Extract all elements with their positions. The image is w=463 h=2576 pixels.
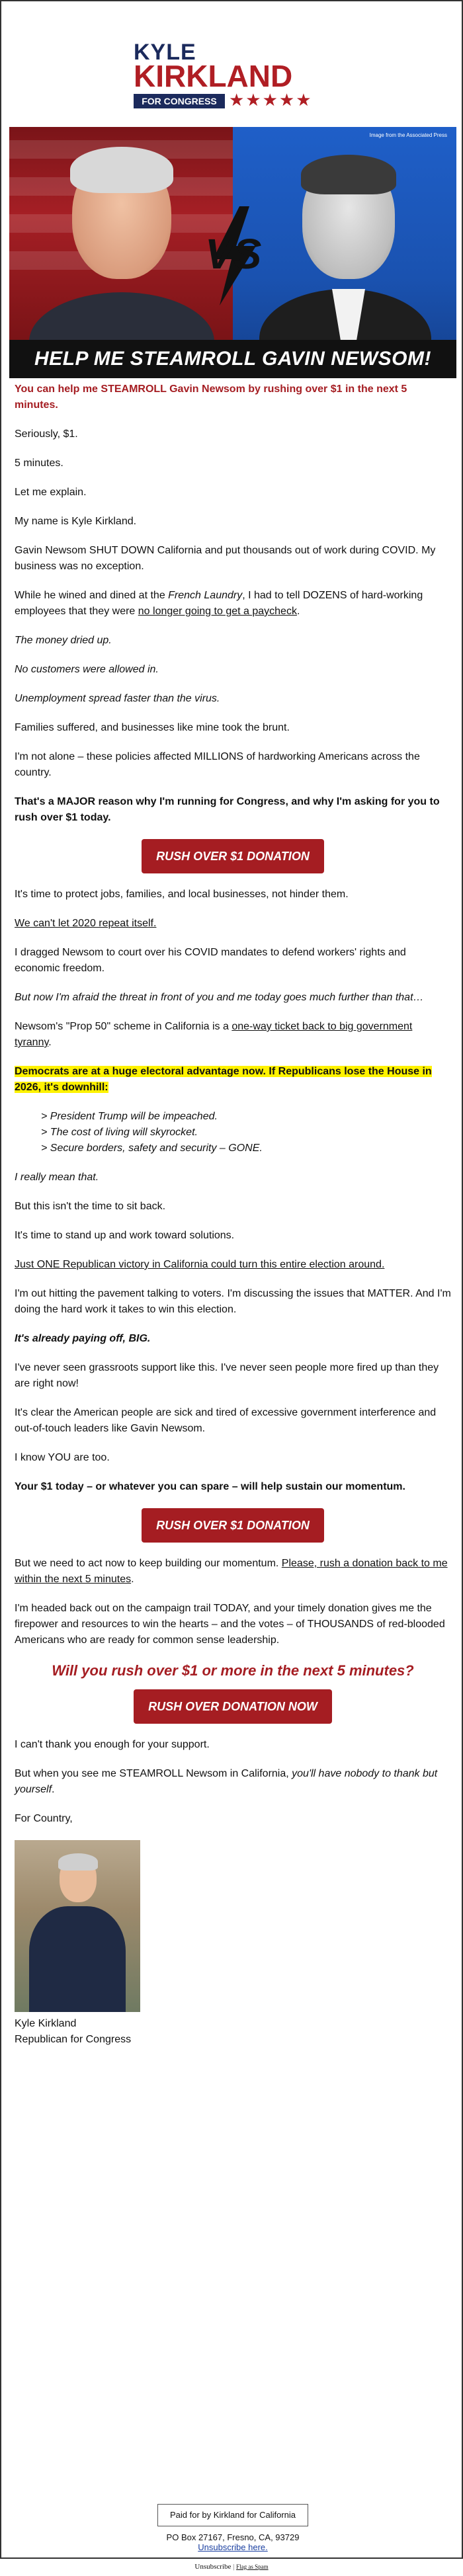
paid-for-disclaimer: Paid for by Kirkland for California <box>157 2504 308 2526</box>
paragraph: It's time to stand up and work toward solutions. <box>15 1230 235 1241</box>
paragraph: Gavin Newsom SHUT DOWN California and put thousands out of work during COVID. My business was no exception. <box>15 545 436 572</box>
logo-last-name: KIRKLAND <box>134 59 293 93</box>
text: While he wined and dined at the <box>15 590 169 601</box>
italic-text: French Laundry <box>168 590 243 601</box>
text: But when you see me STEAMROLL Newsom in California, <box>15 1768 292 1779</box>
paragraph <box>15 1064 451 1096</box>
paragraph: Let me explain. <box>15 487 87 498</box>
text: But we need to act now to keep building our momentum. <box>15 1558 282 1569</box>
bullet-item: > The cost of living will skyrocket. <box>41 1127 198 1138</box>
photo-jacket <box>29 1906 126 2012</box>
lead-paragraph: You can help me STEAMROLL Gavin Newsom by rushing over $1 in the next 5 minutes. <box>15 383 407 411</box>
italic-text: you'll have nobody to thank but yourself <box>15 1768 438 1795</box>
logo-tagline: FOR CONGRESS <box>134 94 225 108</box>
bullet-list <box>41 1109 451 1156</box>
paragraph: 5 minutes. <box>15 458 63 469</box>
paragraph: I'm out hitting the pavement talking to voters. I'm discussing the issues that MATTER. And I'm doing the hard work it takes to win this election. <box>15 1288 451 1315</box>
inline-link[interactable]: no longer going to get a paycheck <box>138 606 297 617</box>
candidate-photo <box>15 1840 140 2012</box>
paragraph: I dragged Newsom to court over his COVID mandates to defend workers' rights and economic freedom. <box>15 947 406 974</box>
text: , I had to tell DOZENS of hard-working employees that they were <box>15 590 423 617</box>
paragraph: My name is Kyle Kirkland. <box>15 516 137 527</box>
opponent-hair <box>301 155 396 194</box>
paragraph: That's a MAJOR reason why I'm running for Congress, and why I'm asking for you to rush over $1 today. <box>15 796 440 823</box>
mail-client-footer <box>0 2562 463 2571</box>
donate-button[interactable]: RUSH OVER $1 DONATION <box>142 839 324 873</box>
text: . <box>48 1037 52 1048</box>
paragraph <box>15 1556 451 1588</box>
unsubscribe-link[interactable]: Unsubscribe <box>194 2563 232 2571</box>
text: . <box>131 1574 134 1585</box>
unsubscribe-link[interactable]: Unsubscribe here. <box>198 2542 268 2552</box>
paragraph: It's already paying off, BIG. <box>15 1333 151 1344</box>
paragraph <box>15 1019 451 1051</box>
donate-button-wrap <box>15 839 451 873</box>
paragraph: Families suffered, and businesses like mine took the brunt. <box>15 722 290 733</box>
donate-button-wrap <box>15 1508 451 1543</box>
bullet-item: > Secure borders, safety and security – GONE. <box>41 1143 263 1154</box>
paragraph <box>15 1766 451 1798</box>
inline-link[interactable]: Just ONE Republican victory in California could turn this entire election around. <box>15 1259 385 1270</box>
logo-stars-icon: ★★★★★ <box>229 90 313 110</box>
inline-link[interactable]: Please, rush a donation back to me within the next 5 minutes <box>15 1558 448 1585</box>
signature-title: Republican for Congress <box>15 2034 132 2045</box>
report-spam-link[interactable]: Flag as Spam <box>236 2563 269 2570</box>
photo-credit: Image from the Associated Press <box>369 132 447 138</box>
paragraph: I'm not alone – these policies affected MILLIONS of hardworking Americans across the country. <box>15 751 420 778</box>
donate-now-button[interactable]: RUSH OVER DONATION NOW <box>134 1689 332 1724</box>
donate-button-wrap <box>15 1689 451 1724</box>
separator: | <box>233 2563 235 2571</box>
paragraph: It's time to protect jobs, families, and local businesses, not hinder them. <box>15 889 349 900</box>
paragraph: The money dried up. <box>15 635 112 646</box>
donation-ask-heading: Will you rush over $1 or more in the next 5 minutes? <box>52 1662 414 1679</box>
text: . <box>296 606 300 617</box>
paragraph: But now I'm afraid the threat in front of you and me today goes much further than that… <box>15 992 424 1003</box>
mailing-address: PO Box 27167, Fresno, CA, 93729 <box>166 2532 300 2542</box>
paragraph: I'm headed back out on the campaign trail TODAY, and your timely donation gives me the firepower and resources to win the hearts – and the votes – of THOUSANDS of red-blooded Americans who are ready for common sense leadership. <box>15 1603 445 1646</box>
signature-name: Kyle Kirkland <box>15 2018 77 2029</box>
paragraph: Unemployment spread faster than the virus. <box>15 693 220 704</box>
paragraph <box>15 588 451 620</box>
paragraph: I can't thank you enough for your support. <box>15 1739 210 1750</box>
logo-first-name: KYLE <box>134 40 196 65</box>
highlighted-text: Democrats are at a huge electoral advantage now. If Republicans lose the House in 2026, it's downhill: <box>15 1066 432 1093</box>
inline-link[interactable]: We can't let 2020 repeat itself. <box>15 918 157 929</box>
paragraph: It's clear the American people are sick and tired of excessive government interference and out-of-touch leaders like Gavin Newsom. <box>15 1407 437 1434</box>
campaign-logo <box>134 41 332 114</box>
hero-banner: HELP ME STEAMROLL GAVIN NEWSOM! <box>9 340 456 378</box>
paragraph: Your $1 today – or whatever you can spare – will help sustain our momentum. <box>15 1481 405 1492</box>
donate-button[interactable]: RUSH OVER $1 DONATION <box>142 1508 324 1543</box>
inline-link[interactable]: one-way ticket back to big government tyranny <box>15 1021 413 1048</box>
email-body <box>15 382 451 2048</box>
paragraph: I really mean that. <box>15 1172 99 1183</box>
hero-image[interactable] <box>9 127 456 378</box>
candidate-hair <box>70 147 173 193</box>
paragraph: Seriously, $1. <box>15 428 78 440</box>
paragraph: But this isn't the time to sit back. <box>15 1201 166 1212</box>
photo-hair <box>58 1853 98 1871</box>
paragraph: For Country, <box>15 1813 73 1824</box>
bullet-item: > President Trump will be impeached. <box>41 1111 218 1122</box>
paragraph: I've never seen grassroots support like this. I've never seen people more fired up than they are right now! <box>15 1362 439 1389</box>
text: . <box>52 1784 55 1795</box>
paragraph: No customers were allowed in. <box>15 664 159 675</box>
paragraph: I know YOU are too. <box>15 1452 110 1463</box>
versus-label: VS <box>205 230 262 278</box>
text: Newsom's "Prop 50" scheme in California is a <box>15 1021 232 1032</box>
